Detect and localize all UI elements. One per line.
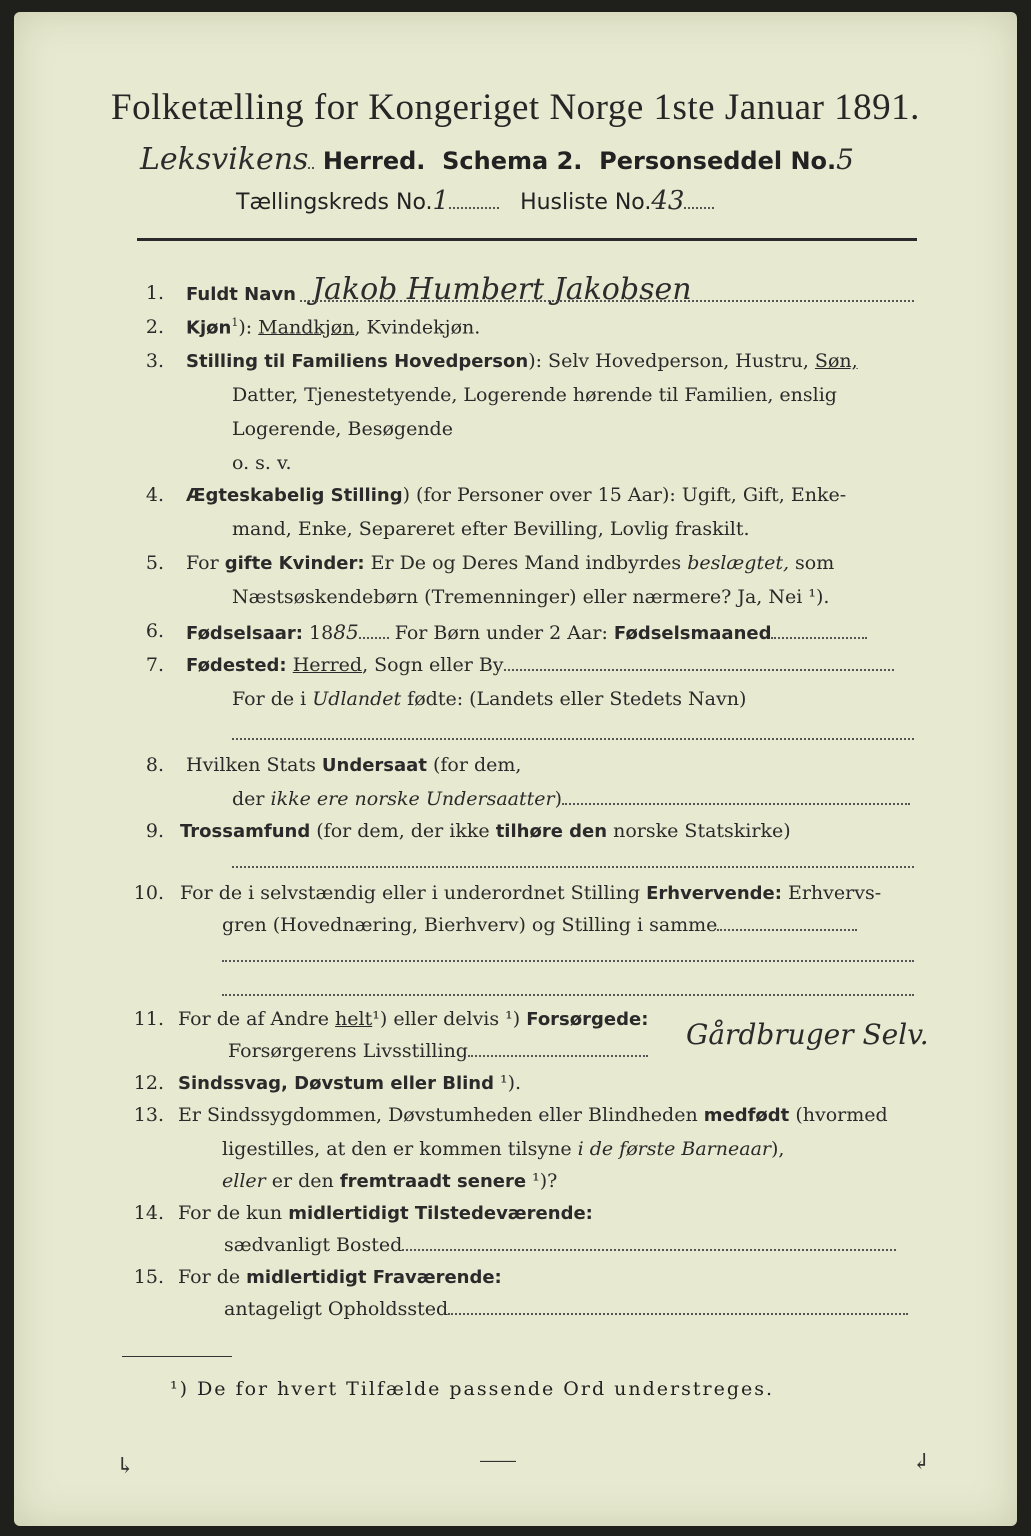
q13-line2a: ligestilles, at den er kommen tilsyne (222, 1138, 578, 1160)
q13-line3 (222, 1170, 557, 1192)
q7-label: Fødested: (186, 655, 287, 676)
q13-number: 13. (133, 1104, 164, 1126)
personseddel-label: Personseddel No. (599, 147, 837, 175)
q13-line2-italic: i de første Barneaar (577, 1138, 771, 1160)
q5-pre: For (186, 552, 225, 574)
q7-line2-italic: Udlandet (312, 688, 402, 710)
q6-mid: For Børn under 2 Aar: (388, 622, 614, 644)
q10-line2-text: gren (Hovednæring, Bierhverv) og Stilling i samme (222, 914, 718, 936)
q10-line1a: For de i selvstændig eller i underordnet Stilling (180, 882, 647, 904)
q8-number: 8. (145, 754, 164, 776)
husliste-handwritten: 43 (651, 186, 685, 216)
q6-label: Fødselsaar: (186, 623, 303, 644)
herred-label: Herred. (322, 147, 426, 175)
q1-number: 1. (145, 282, 164, 304)
q13-line1b: (hvormed (789, 1104, 888, 1126)
q8-line1b: (for dem, (426, 754, 522, 776)
q8-line2a: der (232, 788, 271, 810)
q9-dotline (232, 866, 914, 868)
q6-year-handwritten: 85 (333, 620, 359, 644)
herred-line (140, 142, 854, 177)
husliste-label: Husliste No. (520, 190, 652, 215)
q15-number: 15. (133, 1266, 164, 1288)
q1-label: Fuldt Navn (186, 284, 296, 305)
q3-line3: Logerende, Besøgende (232, 418, 453, 440)
q12-rest: ¹). (493, 1072, 522, 1094)
q14-label: midlertidigt Tilstedeværende: (288, 1203, 593, 1224)
form-title: Folketælling for Kongeriget Norge 1ste Januar 1891. (111, 87, 920, 128)
q15-line1a: For de (178, 1266, 247, 1288)
q8-line2-italic: ikke ere norske Undersaatter (270, 788, 555, 810)
q5-line1b: som (789, 552, 835, 574)
q1-handwritten-name: Jakob Humbert Jakobsen (312, 272, 692, 307)
q11-line2-text: Forsørgerens Livsstilling (228, 1040, 468, 1062)
q14-number: 14. (133, 1202, 164, 1224)
q11-line1b: ¹) eller delvis ¹) (372, 1008, 527, 1030)
q9-line1b: norske Statskirke) (607, 820, 791, 842)
q3-line4: o. s. v. (232, 452, 292, 474)
q13-line3b: ¹)? (526, 1170, 558, 1192)
q13-line3a: er den (265, 1170, 340, 1192)
q11-label: Forsørgede: (526, 1009, 649, 1030)
q7-number: 7. (145, 654, 164, 676)
q13-line3-italic: eller (222, 1170, 266, 1192)
q5-line2: Næstsøskendebørn (Tremenninger) eller nærmere? Ja, Nei ¹). (232, 586, 830, 608)
q11-line1a: For de af Andre (178, 1008, 336, 1030)
q13-line1a: Er Sindssygdommen, Døvstumheden eller Blindheden (178, 1104, 704, 1126)
q2-text-b: , Kvindekjøn. (354, 316, 481, 339)
q7-line2b: fødte: (Landets eller Stedets Navn) (401, 688, 747, 710)
q7-option-herred: Herred (292, 654, 363, 676)
q9-number: 9. (145, 820, 164, 842)
q5-label: gifte Kvinder: (224, 553, 365, 574)
q10-dotline-1 (222, 960, 914, 962)
kreds-handwritten: 1 (432, 186, 450, 216)
corner-mark-left: ↳ (116, 1454, 135, 1479)
q13-line2b: ), (771, 1138, 785, 1160)
q4-label: Ægteskabelig Stilling (186, 485, 403, 506)
q10-dotline-2 (222, 994, 914, 996)
scribble-mark: ―― (480, 1450, 516, 1471)
q12-number: 12. (133, 1072, 164, 1094)
q14-line1a: For de kun (178, 1202, 289, 1224)
kreds-line (236, 186, 714, 216)
q5-line1-italic: beslægtet, (687, 552, 790, 574)
q4-line1: ) (for Personer over 15 Aar): Ugift, Gift, Enke- (402, 484, 847, 506)
q9-bold2: tilhøre den (495, 821, 608, 842)
q11-option-helt: helt (335, 1008, 373, 1030)
q9-line1a: (for dem, der ikke (310, 820, 496, 842)
q12-label: Sindssvag, Døvstum eller Blind (178, 1073, 494, 1094)
q1-dotline (300, 300, 914, 302)
q3-line1: ): Selv Hovedperson, Hustru, (528, 350, 809, 372)
personseddel-handwritten: 5 (836, 143, 854, 176)
q14-line2 (224, 1234, 896, 1256)
q13-line2 (222, 1138, 784, 1160)
q11-number: 11. (133, 1008, 164, 1030)
kreds-label: Tællingskreds No. (236, 190, 433, 215)
q7-rest: , Sogn eller By (362, 654, 504, 676)
q8-line2b: ) (554, 788, 562, 810)
q7-line2 (232, 688, 746, 710)
q2-number: 2. (145, 316, 164, 338)
q6-label2: Fødselsmaaned (613, 623, 772, 644)
footnote-rule (122, 1356, 232, 1357)
q3-option-son: Søn, (814, 350, 858, 372)
q5-number: 5. (145, 552, 164, 574)
q11-handwritten-value: Gårdbruger Selv. (686, 1018, 929, 1051)
header-rule (137, 238, 917, 241)
q14-line2-text: sædvanligt Bosted (224, 1234, 403, 1256)
q3-number: 3. (145, 350, 164, 372)
q13-label2: fremtraadt senere (339, 1171, 527, 1192)
q3-label: Stilling til Familiens Hovedperson (186, 351, 529, 372)
q6-number: 6. (145, 620, 164, 642)
q4-number: 4. (145, 484, 164, 506)
q3-line2: Datter, Tjenestetyende, Logerende hørende til Familien, enslig (232, 384, 837, 406)
q2-label: Kjøn (186, 317, 232, 339)
corner-mark-right: ↲ (912, 1450, 931, 1475)
q10-line2 (222, 914, 857, 936)
q7-dotline (232, 738, 914, 740)
q10-line1b: Erhvervs- (781, 882, 882, 904)
q15-line2-text: antageligt Opholdssted (224, 1298, 449, 1320)
q11-line2 (228, 1040, 648, 1062)
q15-label: midlertidigt Fraværende: (246, 1267, 502, 1288)
q2-text-a: ): (238, 316, 259, 339)
q8-label: Undersaat (321, 755, 427, 776)
footnote: ¹) De for hvert Tilfælde passende Ord understreges. (170, 1378, 775, 1400)
q9-label: Trossamfund (180, 821, 311, 842)
q13-label: medfødt (703, 1105, 790, 1126)
q4-line2: mand, Enke, Separeret efter Bevilling, Lovlig fraskilt. (232, 518, 750, 540)
q2-option-mandkjon: Mandkjøn (258, 316, 355, 339)
q5-line1a: Er De og Deres Mand indbyrdes (364, 552, 688, 574)
schema-label: Schema 2. (442, 147, 583, 175)
q7-line2a: For de i (232, 688, 313, 710)
q10-number: 10. (133, 882, 164, 904)
q8-line2 (232, 788, 910, 810)
q10-label: Erhvervende: (646, 883, 782, 904)
q2-sup: 1 (231, 316, 239, 329)
q15-line2 (224, 1298, 908, 1320)
q6-year-prefix: 18 (303, 622, 334, 644)
herred-handwritten: Leksvikens (140, 142, 309, 177)
q8-line1a: Hvilken Stats (186, 754, 322, 776)
